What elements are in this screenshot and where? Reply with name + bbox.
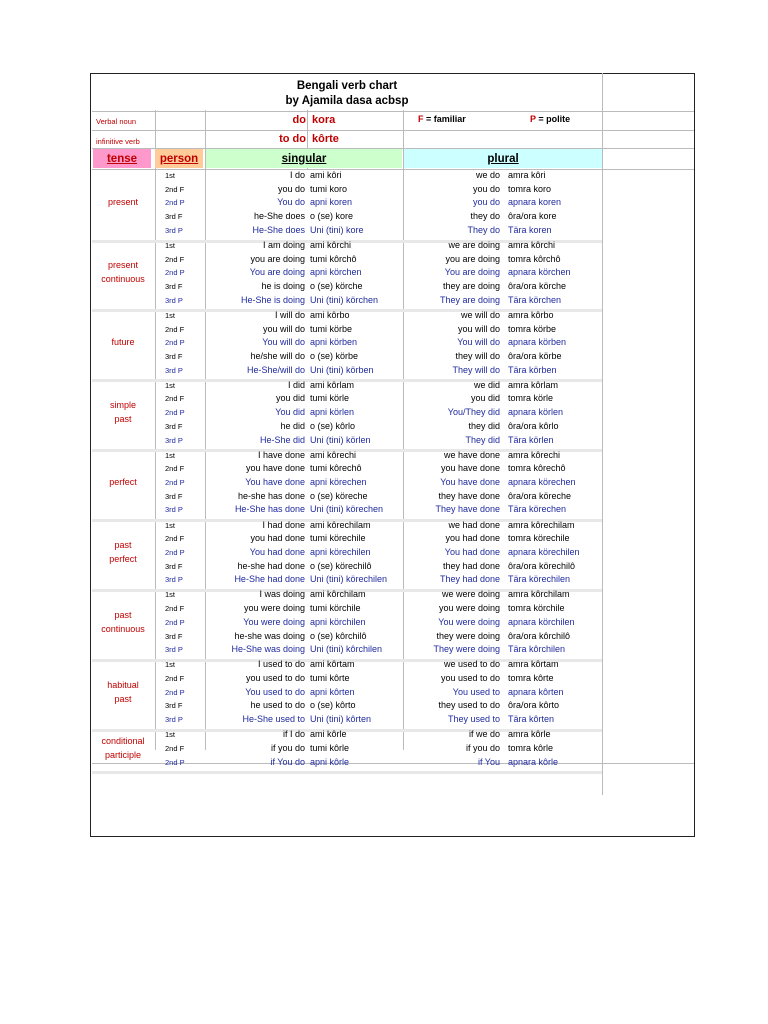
plural-english: they are doing: [442, 281, 500, 291]
person-cell: 3rd F: [165, 631, 183, 641]
singular-bengali: apni kôrten: [310, 686, 355, 697]
plural-bengali: Tära koren: [508, 224, 552, 235]
plural-english: They used to: [447, 714, 500, 725]
person-cell: 1st: [165, 240, 176, 250]
singular-bengali: o (se) köreche: [310, 490, 368, 501]
plural-bengali: Tära körben: [508, 364, 557, 375]
singular-bengali: o (se) kôrlo: [310, 420, 356, 431]
person-cell: 3rd P: [165, 715, 183, 725]
singular-english: He-She/will do: [246, 364, 305, 375]
plural-bengali: tomra körchile: [508, 603, 565, 614]
person-cell: 2nd P: [165, 547, 185, 557]
plural-english: They are doing: [439, 294, 500, 305]
plural-bengali: Tära kôrten: [508, 714, 555, 725]
singular-english: You have done: [245, 477, 305, 487]
singular-bengali: tumi körchile: [310, 603, 361, 614]
singular-bengali: ami kôrtam: [310, 659, 355, 670]
singular-bengali: tumi körbe: [310, 323, 353, 334]
plural-english: They were doing: [433, 644, 500, 655]
plural-bengali: tomra körle: [508, 393, 554, 404]
singular-english: I had done: [262, 519, 305, 530]
plural-bengali: ôra/ora kore: [508, 211, 557, 222]
singular-bengali: Uni (tini) körlen: [310, 434, 371, 445]
plural-bengali: amra kôrechilam: [508, 519, 575, 530]
familiar-text: = familiar: [423, 114, 466, 124]
person-cell: 3rd P: [165, 505, 183, 515]
plural-bengali: tomra koro: [508, 183, 552, 194]
plural-english: we are doing: [448, 239, 500, 250]
todo-bn: kôrte: [312, 133, 339, 145]
person-cell: 2nd F: [165, 604, 185, 614]
plural-bengali: ôra/ora kôrlo: [508, 420, 559, 431]
person-cell: 3rd P: [165, 435, 183, 445]
verbal-noun-label: Verbal noun: [96, 117, 137, 126]
plural-english: you used to do: [440, 673, 500, 683]
singular-bengali: apni körlen: [310, 407, 355, 418]
singular-english: He-She used to: [242, 714, 305, 725]
singular-bengali: Uni (tini) kôrchilen: [310, 644, 383, 655]
singular-english: he is doing: [261, 281, 305, 291]
singular-bengali: apni koren: [310, 197, 353, 208]
plural-english: They do: [467, 224, 500, 235]
singular-english: You do: [277, 197, 305, 208]
plural-bengali: tomra körbe: [508, 323, 557, 334]
header-singular: singular: [206, 149, 402, 168]
plural-english: You will do: [457, 337, 500, 348]
person-cell: 2nd P: [165, 617, 185, 627]
plural-bengali: tomra kôrchô: [508, 253, 561, 264]
person-cell: 1st: [165, 730, 176, 740]
tense-label: future: [111, 337, 135, 348]
plural-english: we did: [473, 379, 500, 390]
singular-english: You will do: [262, 337, 305, 348]
plural-bengali: Tära körechen: [508, 504, 567, 515]
plural-english: if we do: [468, 729, 500, 740]
plural-english: You are doing: [444, 267, 500, 278]
plural-bengali: apnara körchilen: [508, 616, 575, 627]
plural-english: they had done: [442, 560, 500, 571]
singular-english: you do: [277, 183, 305, 194]
singular-english: you had done: [250, 533, 305, 544]
person-cell: 3rd F: [165, 491, 183, 501]
tense-label: past: [114, 609, 132, 620]
header-person: person: [155, 149, 203, 168]
plural-english: They had done: [439, 574, 500, 585]
tense-label: present: [107, 260, 139, 271]
singular-bengali: o (se) kôrto: [310, 700, 356, 711]
plural-english: we had done: [448, 519, 500, 530]
person-cell: 3rd F: [165, 212, 183, 222]
column-divider: [155, 110, 156, 750]
plural-bengali: Tära körchen: [508, 294, 562, 305]
singular-english: He-She does: [252, 224, 305, 235]
singular-english: I am doing: [262, 239, 305, 250]
person-cell: 2nd P: [165, 757, 185, 767]
singular-bengali: ami kôri: [310, 170, 342, 180]
person-cell: 2nd F: [165, 254, 185, 264]
plural-english: they do: [470, 211, 500, 222]
singular-english: He-She is doing: [240, 294, 305, 305]
singular-bengali: apni körechilen: [310, 546, 371, 557]
singular-english: I will do: [274, 309, 305, 320]
plural-english: they used to do: [438, 700, 500, 711]
title-line2: by Ajamila dasa acbsp: [285, 95, 409, 107]
singular-bengali: Uni (tini) kore: [310, 224, 364, 235]
person-cell: 2nd F: [165, 674, 185, 683]
plural-bengali: tomra kôrle: [508, 742, 554, 753]
plural-bengali: apnara körben: [508, 337, 567, 348]
person-cell: 2nd P: [165, 687, 185, 697]
singular-bengali: Uni (tini) körchen: [310, 294, 379, 305]
singular-english: I did: [287, 379, 305, 390]
singular-english: if you do: [270, 742, 305, 753]
singular-english: he-She does: [253, 211, 305, 222]
singular-bengali: apni körchilen: [310, 616, 366, 627]
tense-label: past: [114, 413, 132, 424]
singular-english: he-she has done: [237, 490, 305, 501]
person-cell: 2nd F: [165, 464, 185, 474]
singular-english: I have done: [257, 449, 305, 460]
person-cell: 2nd F: [165, 534, 185, 544]
plural-english: they were doing: [436, 630, 500, 641]
person-cell: 2nd F: [165, 394, 185, 404]
singular-bengali: Uni (tini) körechen: [310, 504, 384, 515]
plural-english: You/They did: [447, 407, 500, 418]
singular-english: You had done: [249, 546, 305, 557]
singular-english: you used to do: [245, 673, 305, 683]
plural-english: You used to: [452, 686, 500, 697]
plural-english: you do: [472, 183, 500, 194]
person-cell: 2nd P: [165, 478, 185, 487]
tense-label: conditional: [101, 736, 145, 747]
singular-bengali: o (se) kore: [310, 211, 354, 222]
person-cell: 2nd P: [165, 268, 185, 278]
singular-bengali: tumi kôrle: [310, 742, 350, 753]
singular-bengali: o (se) kôrchilô: [310, 630, 367, 641]
person-cell: 1st: [165, 171, 176, 180]
singular-english: I used to do: [257, 659, 305, 670]
plural-english: You have done: [440, 477, 500, 487]
singular-bengali: ami kôrchi: [310, 239, 352, 250]
plural-english: we were doing: [441, 589, 500, 600]
person-cell: 1st: [165, 520, 176, 530]
do-en: do: [292, 114, 306, 126]
singular-bengali: o (se) körche: [310, 281, 363, 291]
title-line1: Bengali verb chart: [296, 80, 398, 92]
infinitive-label: infinitive verb: [96, 137, 140, 146]
tense-label: continuous: [101, 623, 145, 634]
plural-bengali: Tära körechilen: [508, 574, 571, 585]
column-divider: [602, 73, 603, 795]
person-cell: 2nd F: [165, 324, 185, 334]
group-separator: [92, 771, 602, 774]
singular-bengali: ami kôrchilam: [310, 589, 366, 600]
person-cell: 3rd P: [165, 225, 183, 235]
plural-bengali: amra kôrbo: [508, 309, 554, 320]
person-cell: 3rd F: [165, 701, 183, 711]
plural-bengali: ôra/ora kôrto: [508, 700, 560, 711]
plural-bengali: tomra kôrte: [508, 673, 554, 683]
tense-label: past: [114, 693, 132, 704]
singular-bengali: tumi körechile: [310, 533, 366, 544]
plural-bengali: amra kôrechi: [508, 449, 561, 460]
plural-english: you had done: [445, 533, 500, 544]
singular-english: You used to do: [245, 686, 305, 697]
person-cell: 3rd P: [165, 295, 183, 305]
singular-english: you will do: [262, 323, 305, 334]
person-cell: 2nd P: [165, 198, 185, 208]
tense-label: continuous: [101, 274, 145, 285]
plural-bengali: tomra kôrechô: [508, 463, 566, 474]
familiar-key: F: [418, 114, 424, 124]
tense-label: perfect: [109, 553, 137, 564]
singular-bengali: apni kôrle: [310, 756, 350, 767]
person-cell: 3rd F: [165, 282, 183, 291]
singular-bengali: ami kôrechilam: [310, 519, 371, 530]
polite-text: = polite: [535, 114, 571, 124]
plural-english: you did: [470, 393, 500, 404]
singular-english: You are doing: [249, 267, 305, 278]
plural-bengali: amra kôrlam: [508, 379, 559, 390]
person-cell: 3rd F: [165, 421, 183, 431]
plural-bengali: amra kôrtam: [508, 659, 559, 670]
row-divider: [92, 169, 694, 170]
polite-key: P: [530, 114, 536, 124]
singular-bengali: apni körben: [310, 337, 358, 348]
singular-english: he/she will do: [250, 350, 305, 361]
singular-bengali: apni körechen: [310, 477, 367, 487]
singular-english: He-She had done: [234, 574, 305, 585]
singular-english: he did: [280, 420, 305, 431]
person-cell: 1st: [165, 660, 176, 670]
singular-english: He-She did: [259, 434, 305, 445]
singular-bengali: Uni (tini) kôrten: [310, 714, 372, 725]
singular-english: you were doing: [243, 603, 305, 614]
tense-label: participle: [104, 749, 142, 760]
person-cell: 1st: [165, 450, 176, 460]
familiar-legend: [418, 115, 466, 124]
plural-bengali: apnara körlen: [508, 407, 564, 418]
plural-english: they will do: [455, 350, 500, 361]
singular-english: He-She was doing: [231, 644, 305, 655]
tense-label: present: [107, 197, 139, 208]
singular-bengali: ami kôrechi: [310, 449, 357, 460]
singular-english: he used to do: [250, 700, 305, 711]
singular-english: he-she was doing: [234, 630, 305, 641]
singular-bengali: tumi kôrechô: [310, 463, 362, 474]
tense-label: past: [114, 540, 132, 551]
person-cell: 1st: [165, 380, 176, 390]
plural-english: you do: [472, 197, 500, 208]
person-cell: 3rd F: [165, 561, 183, 571]
singular-bengali: tumi kôrte: [310, 673, 350, 683]
plural-english: they have done: [438, 490, 500, 501]
person-cell: 3rd P: [165, 645, 183, 655]
singular-english: I do: [289, 170, 305, 180]
singular-bengali: tumi körle: [310, 393, 350, 404]
plural-bengali: ôra/ora köreche: [508, 490, 572, 501]
plural-bengali: amra kôri: [508, 170, 546, 180]
plural-bengali: apnara körechilen: [508, 546, 580, 557]
person-cell: 3rd P: [165, 575, 183, 585]
plural-bengali: amra kôrle: [508, 729, 551, 740]
plural-english: we used to do: [443, 659, 500, 670]
singular-english: He-She has done: [234, 504, 305, 515]
plural-english: you are doing: [445, 253, 500, 264]
plural-english: if You: [477, 756, 500, 767]
singular-english: if You do: [270, 756, 305, 767]
singular-english: I was doing: [259, 589, 305, 600]
plural-english: They will do: [452, 364, 500, 375]
singular-bengali: o (se) körechilô: [310, 560, 372, 571]
plural-english: you were doing: [438, 603, 500, 614]
polite-legend: [530, 115, 570, 124]
singular-english: you did: [275, 393, 305, 404]
plural-english: they did: [468, 420, 500, 431]
header-tense: tense: [93, 149, 151, 168]
plural-english: if you do: [465, 742, 500, 753]
chart-title: [92, 74, 602, 111]
singular-english: you are doing: [250, 253, 305, 264]
do-bn: kora: [312, 114, 336, 126]
plural-english: you have done: [440, 463, 500, 474]
singular-english: You did: [275, 407, 305, 418]
plural-bengali: tomra körechile: [508, 533, 570, 544]
plural-bengali: apnara körchen: [508, 267, 571, 278]
person-cell: 3rd F: [165, 351, 183, 361]
plural-english: we will do: [460, 309, 500, 320]
person-cell: 2nd P: [165, 408, 185, 418]
singular-bengali: ami kôrbo: [310, 309, 350, 320]
row-divider: [92, 130, 694, 131]
plural-english: you will do: [457, 323, 500, 334]
plural-bengali: amra kôrchi: [508, 239, 556, 250]
row-divider: [92, 111, 694, 112]
plural-english: They did: [465, 434, 500, 445]
singular-bengali: ami kôrle: [310, 729, 347, 740]
plural-bengali: ôra/ora kôrchilô: [508, 630, 571, 641]
singular-bengali: o (se) körbe: [310, 350, 359, 361]
plural-bengali: ôra/ora körbe: [508, 350, 562, 361]
person-cell: 2nd F: [165, 184, 185, 194]
singular-bengali: apni körchen: [310, 267, 362, 278]
singular-bengali: tumi koro: [310, 183, 348, 194]
person-cell: 1st: [165, 590, 176, 600]
plural-bengali: apnara körechen: [508, 477, 576, 487]
plural-bengali: apnara koren: [508, 197, 562, 208]
singular-english: You were doing: [243, 616, 305, 627]
singular-english: you have done: [245, 463, 305, 474]
tense-label: perfect: [109, 477, 137, 487]
plural-bengali: ôra/ora körche: [508, 281, 567, 291]
plural-english: They have done: [435, 504, 500, 515]
plural-english: we do: [475, 170, 500, 180]
tense-label: simple: [109, 400, 136, 411]
plural-bengali: Tära körlen: [508, 434, 554, 445]
plural-english: we have done: [443, 449, 500, 460]
person-cell: 2nd P: [165, 338, 185, 348]
plural-bengali: apnara kôrten: [508, 686, 564, 697]
singular-bengali: Uni (tini) körechilen: [310, 574, 388, 585]
person-cell: 2nd F: [165, 743, 185, 753]
singular-bengali: Uni (tini) körben: [310, 364, 374, 375]
header-plural: plural: [404, 149, 602, 168]
singular-english: he-she had done: [237, 560, 305, 571]
singular-bengali: ami kôrlam: [310, 379, 355, 390]
singular-bengali: tumi kôrchô: [310, 253, 357, 264]
plural-bengali: amra kôrchilam: [508, 589, 570, 600]
person-cell: 1st: [165, 310, 176, 320]
singular-english: if I do: [282, 729, 305, 740]
plural-bengali: Tära kôrchilen: [508, 644, 566, 655]
tense-label: habitual: [107, 679, 139, 690]
plural-bengali: ôra/ora körechilô: [508, 560, 576, 571]
person-cell: 3rd P: [165, 365, 183, 375]
todo-en: to do: [279, 133, 306, 145]
plural-english: You were doing: [438, 616, 500, 627]
plural-english: You had done: [444, 546, 500, 557]
plural-bengali: apnara kôrle: [508, 756, 559, 767]
